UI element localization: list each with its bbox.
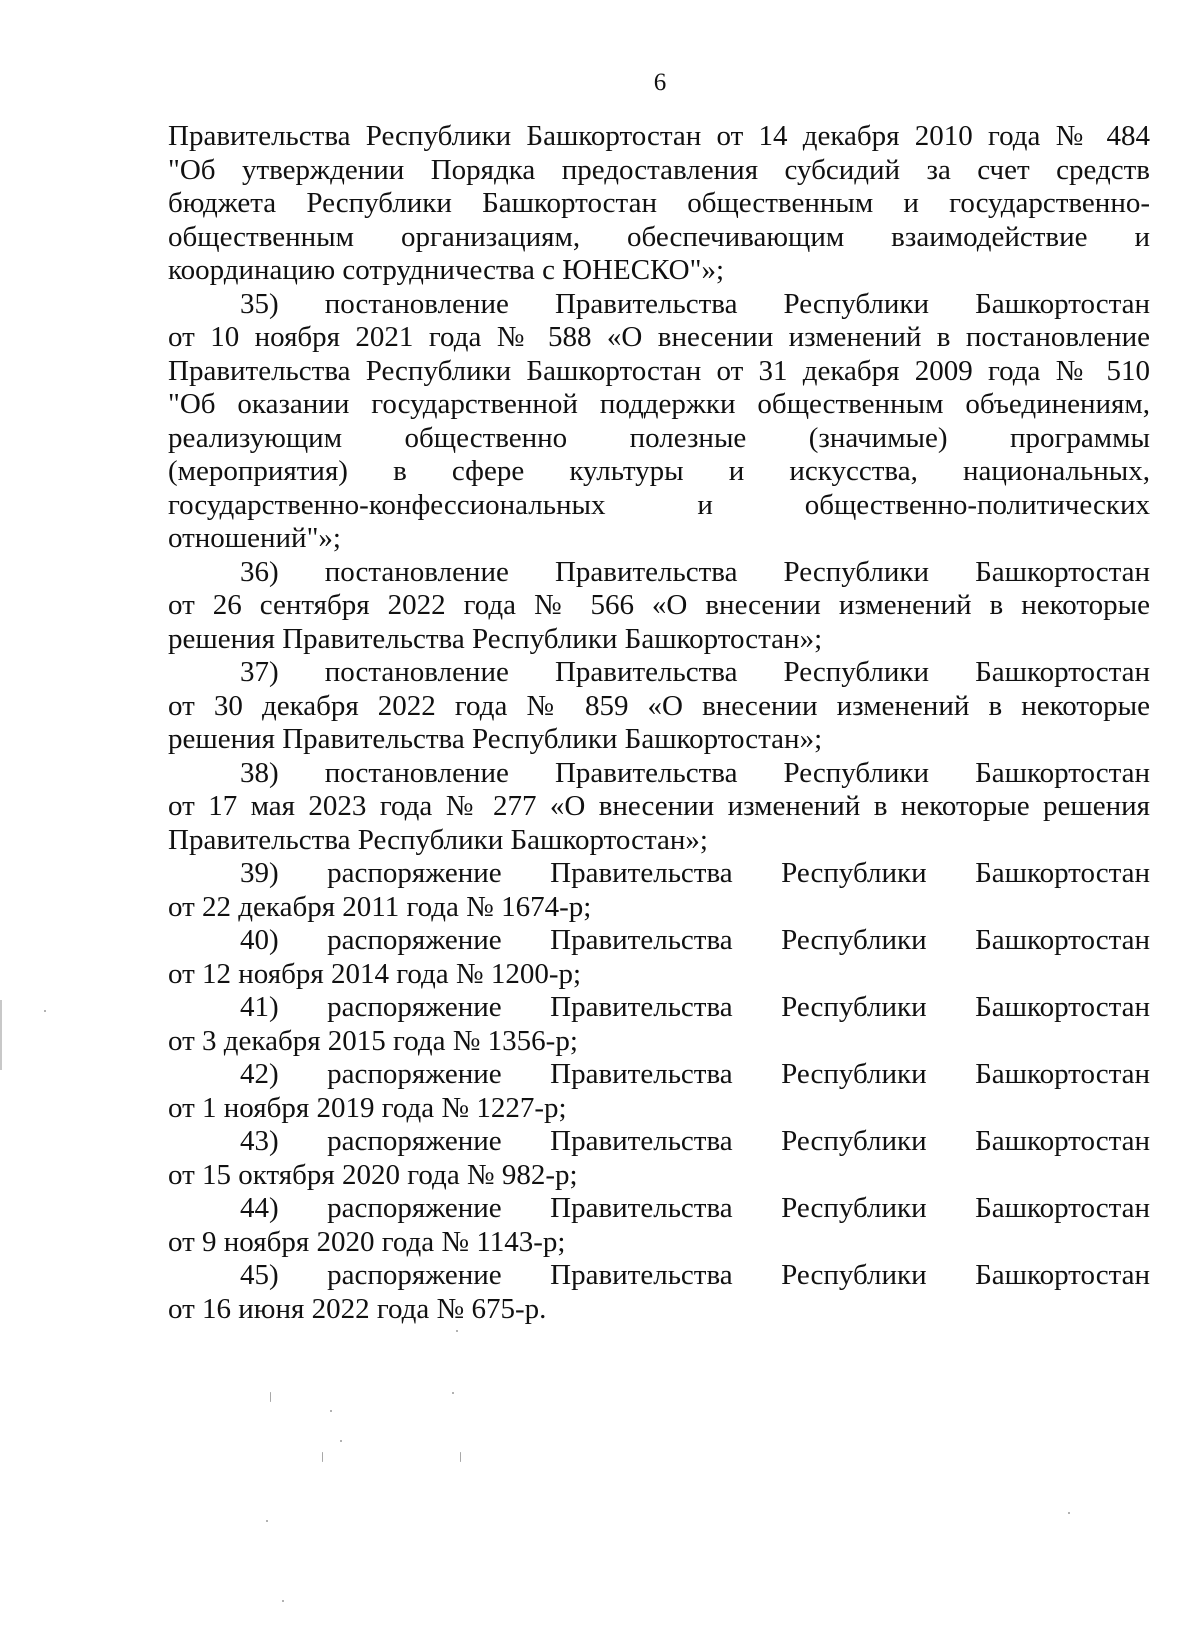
text-line: государственно-конфессиональных и общественно-политических [168,488,1150,521]
list-item-37 [168,656,1150,757]
text-line: от 26 сентября 2022 года № 566 «О внесении изменений в некоторые [168,589,1150,621]
text-line: решения Правительства Республики Башкортостан»; [168,622,823,655]
list-item-40 [168,924,1150,991]
list-item-39 [168,857,1150,924]
text-line: решения Правительства Республики Башкортостан»; [168,723,823,755]
text-line: 45) распоряжение Правительства Республики Башкортостан [240,1259,1150,1291]
document-body [168,120,1150,1326]
text-line: Правительства Республики Башкортостан от 31 декабря 2009 года № 510 [168,354,1150,387]
text-line: от 12 ноября 2014 года № 1200-р; [168,957,582,990]
scan-speck [266,1520,268,1522]
list-item-36 [168,556,1150,657]
list-item-45 [168,1259,1150,1326]
scan-speck [282,1600,284,1602]
text-line: от 22 декабря 2011 года № 1674-р; [168,890,592,923]
text-line: "Об оказании государственной поддержки общественным объединениям, [168,388,1150,420]
scan-speck [456,1330,458,1332]
text-line: 35) постановление Правительства Республики Башкортостан [240,287,1150,320]
text-line: от 3 декабря 2015 года № 1356-р; [168,1024,578,1057]
scan-speck [340,1440,342,1442]
scan-speck [44,1010,46,1012]
text-line: бюджета Республики Башкортостан общественным и государственно- [168,187,1150,219]
scan-speck [460,1452,461,1462]
text-line: 37) постановление Правительства Республики Башкортостан [240,656,1150,688]
list-item-43 [168,1125,1150,1192]
text-line: "Об утверждении Порядка предоставления субсидий за счет средств [168,153,1150,186]
text-line: 39) распоряжение Правительства Республики Башкортостан [240,857,1150,889]
text-line: от 30 декабря 2022 года № 859 «О внесении изменений в некоторые [168,689,1150,722]
page-number: 6 [653,69,667,96]
text-line: реализующим общественно полезные (значимые) программы [168,421,1150,454]
text-line: (мероприятия) в сфере культуры и искусства, национальных, [168,455,1150,487]
text-line: 44) распоряжение Правительства Республики Башкортостан [240,1192,1150,1224]
text-line: от 1 ноября 2019 года № 1227-р; [168,1091,567,1124]
scan-speck [1068,1512,1070,1514]
text-line: 36) постановление Правительства Республики Башкортостан [240,555,1150,588]
text-line: Правительства Республики Башкортостан от 14 декабря 2010 года № 484 [168,120,1150,152]
scan-speck [330,1410,332,1412]
scan-speck [452,1392,454,1394]
scan-speck [270,1392,271,1402]
list-item-44 [168,1192,1150,1259]
list-item-38 [168,757,1150,858]
scan-edge-mark [0,1000,2,1070]
text-line: от 9 ноября 2020 года № 1143-р; [168,1225,566,1258]
text-line: Правительства Республики Башкортостан»; [168,823,708,856]
text-line: 43) распоряжение Правительства Республики Башкортостан [240,1125,1150,1157]
text-line: 42) распоряжение Правительства Республики Башкортостан [240,1058,1150,1090]
scan-speck [322,1452,323,1462]
list-item-35 [168,288,1150,556]
text-line: 38) постановление Правительства Республики Башкортостан [240,756,1150,789]
text-line: от 17 мая 2023 года № 277 «О внесении изменений в некоторые решения [168,790,1150,822]
list-item-42 [168,1058,1150,1125]
text-line: от 15 октября 2020 года № 982-р; [168,1158,578,1191]
paragraph-continuation [168,120,1150,288]
list-item-41 [168,991,1150,1058]
text-line: 40) распоряжение Правительства Республики Башкортостан [240,924,1150,956]
text-line: отношений"»; [168,522,341,554]
text-line: координацию сотрудничества с ЮНЕСКО"»; [168,254,724,286]
text-line: от 16 июня 2022 года № 675-р. [168,1292,547,1325]
text-line: от 10 ноября 2021 года № 588 «О внесении изменений в постановление [168,321,1150,353]
text-line: общественным организациям, обеспечивающим взаимодействие и [168,220,1150,253]
text-line: 41) распоряжение Правительства Республики Башкортостан [240,991,1150,1023]
